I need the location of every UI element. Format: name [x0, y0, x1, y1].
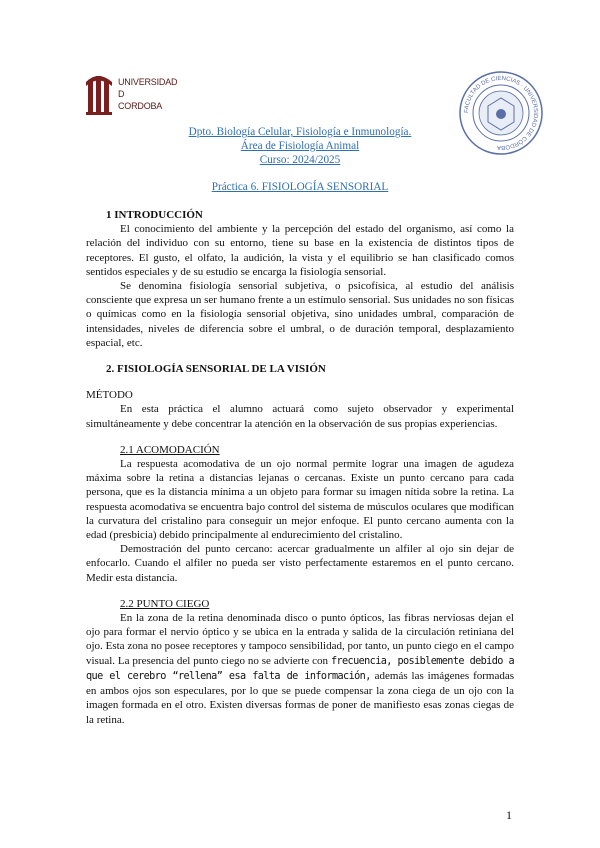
- page-number: 1: [506, 808, 512, 822]
- cordoba-emblem-icon: [84, 72, 118, 118]
- department-line: Dpto. Biología Celular, Fisiología e Inmunología.: [188, 126, 412, 138]
- practice-title: Práctica 6. FISIOLOGÍA SENSORIAL: [211, 181, 389, 193]
- subsection-heading-punto-ciego: 2.2 PUNTO CIEGO: [120, 597, 210, 610]
- paragraph-part-typed: frecuencia, posiblemente debido a que el cerebro “rellena” esa falta de información,: [86, 655, 514, 682]
- university-logo: [84, 72, 178, 118]
- paragraph: El conocimiento del ambiente y la percepción del estado del organismo, así como la relación del individuo con su entorno, tiene su base en la existencia de distintos tipos de receptores. El gusto, el olfato, la audición, la vista y el equilibrio se han clasificado comos sentidos especiales y de su estudio se encarga la fisiología sensorial.: [86, 223, 514, 278]
- paragraph: Demostración del punto cercano: acercar gradualmente un alfiler al ojo sin dejar de enfocarlo. Cuando el alfiler no pueda ser visto perfectamente estaremos en el punto cercano. Medir esta distancia.: [86, 543, 514, 584]
- department-header: [0, 125, 600, 167]
- paragraph: Se denomina fisiología sensorial subjetiva, o psicofísica, al estudio del análisis consciente que expresa un ser humano frente a un estímulo sensorial. Sus unidades no son físicas o químicas como en la fisiología sensorial objetiva, sino unidades umbral, comparación de intensidades, niveles de diferencia sobre el umbral, o de duración temporal, desplazamiento espacial, etc.: [86, 280, 514, 349]
- section-heading-introduccion: 1 INTRODUCCIÓN: [106, 209, 203, 221]
- area-line: Área de Fisiología Animal: [240, 140, 360, 152]
- paragraph: [86, 611, 514, 727]
- paragraph: En esta práctica el alumno actuará como sujeto observador y experimental simultáneamente y debe concentrar la atención en la observación de sus propias experiencias.: [86, 403, 514, 430]
- university-name: UNIVERSIDAD D CORDOBA: [118, 77, 178, 111]
- method-label: MÉTODO: [86, 389, 133, 402]
- paragraph-part: En la zona de la retina denominada disco o punto ópticos, las fibras nerviosas dejan el ojo para formar el nervio óptico y se ubica en la entrada y salida de la circulación retiniana del ojo. Esta zona no posee receptores y tampoco sensibilidad, por tanto, un punto ciego en el campo visual. La presencia del punto ciego no se advierte con: [86, 612, 514, 667]
- subsection-heading-acomodacion: 2.1 ACOMODACIÓN: [120, 443, 220, 456]
- seal-text: FACULTAD DE CIENCIAS · UNIVERSIDAD DE CÓRDOBA: [463, 75, 539, 151]
- paragraph-part: además las imágenes formadas en ambos ojos son especulares, por lo que se puede compensar la zona ciega de un ojo con la imagen formada en el otro. Existen diversas formas de poner de manifiesto esas zonas ciegas de la retina.: [86, 669, 515, 726]
- document-body: [86, 208, 514, 727]
- course-line: Curso: 2024/2025: [259, 154, 341, 166]
- section-heading-vision: 2. FISIOLOGÍA SENSORIAL DE LA VISIÓN: [106, 363, 326, 376]
- paragraph: La respuesta acomodativa de un ojo normal permite lograr una imagen de agudeza máxima sobre la retina a distancias lejanas o cercanas. Existe un punto cercano para cada persona, que es la distancia mínima a un objeto para formar su imagen nítida sobre la retina. La respuesta acomodativa se encuentra bajo control del sistema de músculos oculares que modifican la curvatura del cristalino para conseguir un mejor enfoque. El punto cercano aumenta con la edad (presbicia) debido principalmente al endurecimiento del cristalino.: [86, 458, 514, 542]
